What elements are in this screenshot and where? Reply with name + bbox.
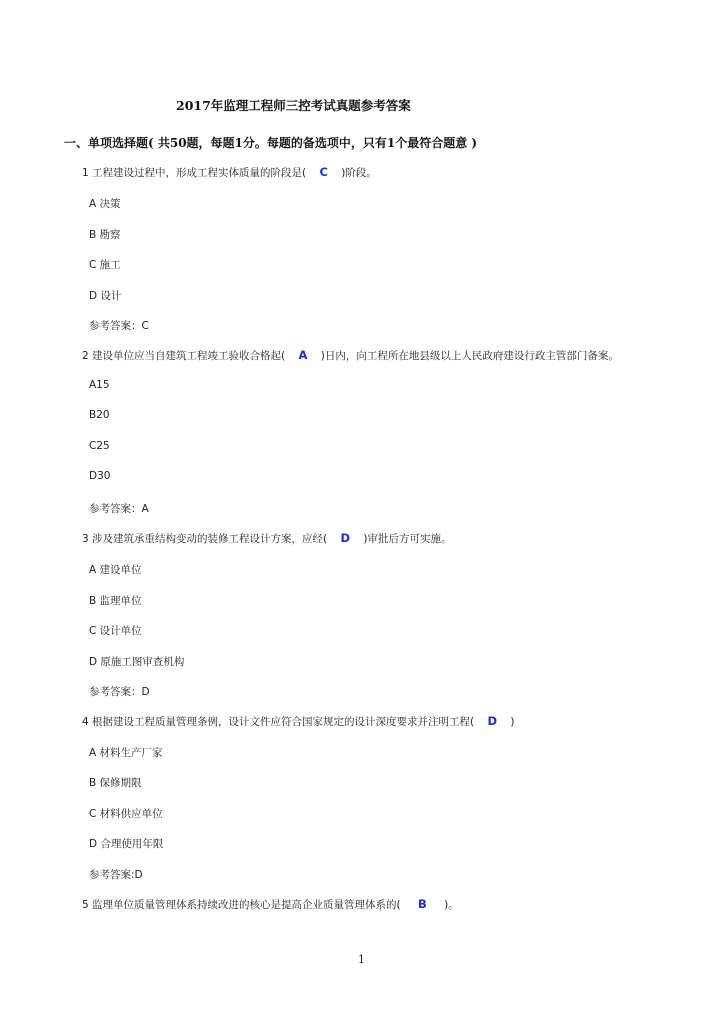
answer-inline: A: [298, 348, 308, 362]
answer-inline: C: [319, 165, 328, 179]
option: A 建设单位: [89, 564, 142, 576]
reference-answer: 参考答案：C: [89, 320, 149, 332]
option: A 材料生产厂家: [89, 747, 163, 759]
option: D30: [89, 470, 111, 482]
stem-after: )阶段。: [341, 167, 377, 179]
option: C 设计单位: [89, 625, 142, 637]
question-stem: [82, 897, 459, 912]
option: B 保修期限: [89, 777, 142, 789]
option: C25: [89, 440, 110, 452]
option: B 监理单位: [89, 595, 142, 607]
option: A15: [89, 379, 110, 391]
stem-after: )审批后方可实施。: [363, 533, 452, 545]
stem-before: 5 监理单位质量管理体系持续改进的核心是提高企业质量管理体系的(: [82, 899, 401, 911]
page-number: 1: [358, 953, 365, 966]
answer-inline: D: [487, 714, 498, 728]
stem-before: 2 建设单位应当自建筑工程竣工验收合格起(: [82, 350, 286, 362]
question-stem: [82, 531, 451, 546]
reference-answer: 参考答案:D: [89, 869, 143, 881]
reference-answer: 参考答案：A: [89, 503, 149, 515]
option: D 合理使用年限: [89, 838, 164, 850]
stem-before: 3 涉及建筑承重结构变动的装修工程设计方案，应经(: [82, 533, 328, 545]
stem-after: ): [510, 716, 515, 728]
answer-inline: B: [417, 897, 427, 911]
option: B 勘察: [89, 229, 121, 241]
section-heading: 一、单项选择题( 共50题，每题1分。每题的备选项中，只有1个最符合题意 ): [64, 136, 478, 150]
question-stem: [82, 165, 377, 180]
answer-inline: D: [340, 531, 351, 545]
option: D 原施工图审查机构: [89, 656, 185, 668]
question-stem: [82, 714, 514, 729]
stem-before: 1 工程建设过程中，形成工程实体质量的阶段是(: [82, 167, 307, 179]
option: C 材料供应单位: [89, 808, 163, 820]
option: B20: [89, 409, 110, 421]
page-title: 2017年监理工程师三控考试真题参考答案: [176, 98, 411, 113]
question-stem: [82, 348, 619, 363]
option: C 施工: [89, 259, 121, 271]
stem-before: 4 根据建设工程质量管理条例，设计文件应符合国家规定的设计深度要求并注明工程(: [82, 716, 475, 728]
option: A 决策: [89, 198, 121, 210]
stem-after: )。: [444, 899, 459, 911]
option: D 设计: [89, 290, 122, 302]
reference-answer: 参考答案：D: [89, 686, 150, 698]
stem-after: )日内，向工程所在地县级以上人民政府建设行政主管部门备案。: [320, 350, 619, 362]
